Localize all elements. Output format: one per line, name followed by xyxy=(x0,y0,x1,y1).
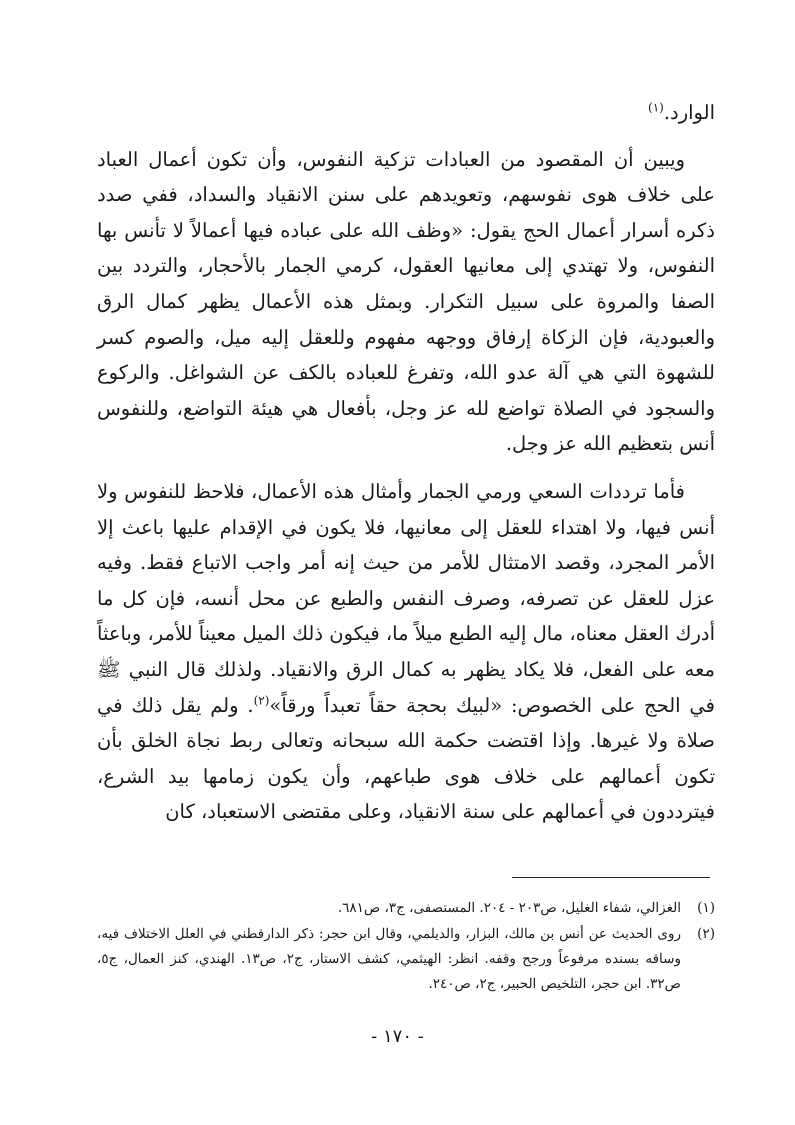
paragraph-1: ويبين أن المقصود من العبادات تزكية النفوس، وأن تكون أعمال العباد على خلاف هوى نفوسهم، وتعويدهم على سنن الانقياد والسداد، ففي صدد ذكره أسرار أعمال الحج يقول: «وظف الله على عباده فيها أعمالاً لا تأنس بها النفوس، ولا تهتدي إلى معانيها العقول، كرمي الجمار بالأحجار، والتردد بين الصفا والمروة على سبيل التكرار. وبمثل هذه الأعمال يظهر كمال الرق والعبودية، فإن الزكاة إرفاق ووجهه مفهوم وللعقل إليه ميل، والصوم كسر للشهوة التي هي آلة عدو الله، وتفرغ للعباده بالكف عن الشواغل. والركوع والسجود في الصلاة تواضع لله عز وجل، بأفعال هي هيئة التواضع، وللنفوس أنس بتعظيم الله عز وجل. xyxy=(97,147,715,456)
footnotes xyxy=(97,896,715,998)
footnote-text: روى الحديث عن أنس بن مالك، البزار، والديلمي، وقال ابن حجر: ذكر الدارقطني في العلل الاختلاف فيه، وساقه بسنده مرفوعاً ورجح وقفه. انظر: الهيثمي، كشف الاستار، ج٢، ص١٣. الهندي، كنز العمال، ج٥، ص٣٢. ابن حجر، التلخيص الحبير، ج٢، ص٢٤٠. xyxy=(97,926,681,992)
footnote-number: (١) xyxy=(697,900,715,916)
continuation-line xyxy=(97,95,715,131)
main-text xyxy=(97,95,715,842)
continuation-text: الوارد. xyxy=(663,101,715,124)
footnote-1 xyxy=(97,896,715,921)
footnote-ref-2: (٢) xyxy=(253,693,270,707)
paragraph-2-part-a: فأما ترددات السعي ورمي الجمار وأمثال هذه الأعمال، فلاحظ للنفوس ولا أنس فيها، ولا اهتداء للعقل إلى معانيها، فلا يكون في الإقدام عليها باعث إلا الأمر المجرد، وقصد الامتثال للأمر من حيث إنه أمر واجب الاتباع فقط. وفيه عزل للعقل عن تصرفه، وصرف النفس والطبع عن محل أنسه، فإن كل ما أدرك العقل معناه، مال إليه الطبع ميلاً ما، فيكون ذلك الميل معيناً للأمر، وباعثاً معه على الفعل، فلا يكاد يظهر به كمال الرق والانقياد. ولذلك قال النبي ﷺ في الحج على الخصوص: «لبيك بحجة حقاً تعبداً ورقاً» xyxy=(97,479,715,717)
paragraph-2 xyxy=(97,474,715,830)
paragraph-2-part-b: . ولم يقل ذلك في صلاة ولا غيرها. وإذا اقتضت حكمة الله سبحانه وتعالى ربط نجاة الخلق بأن تكون أعمالهم على خلاف هوى طباعهم، وأن يكون زمامها بيد الشرع، فيترددون في أعمالهم على سنة الانقياد، وعلى مقتضى الاستعباد، كان xyxy=(97,693,715,824)
footnote-2 xyxy=(97,922,715,997)
footnote-divider xyxy=(512,877,710,878)
page-number: - ١٧٠ - xyxy=(371,1026,424,1047)
footnote-text: الغزالي، شفاء الغليل، ص٢٠٣ - ٢٠٤. المستصفى، ج٣، ص٦٨١. xyxy=(337,900,681,916)
footnote-number: (٢) xyxy=(697,926,715,942)
footnote-ref-1: (١) xyxy=(648,100,664,115)
